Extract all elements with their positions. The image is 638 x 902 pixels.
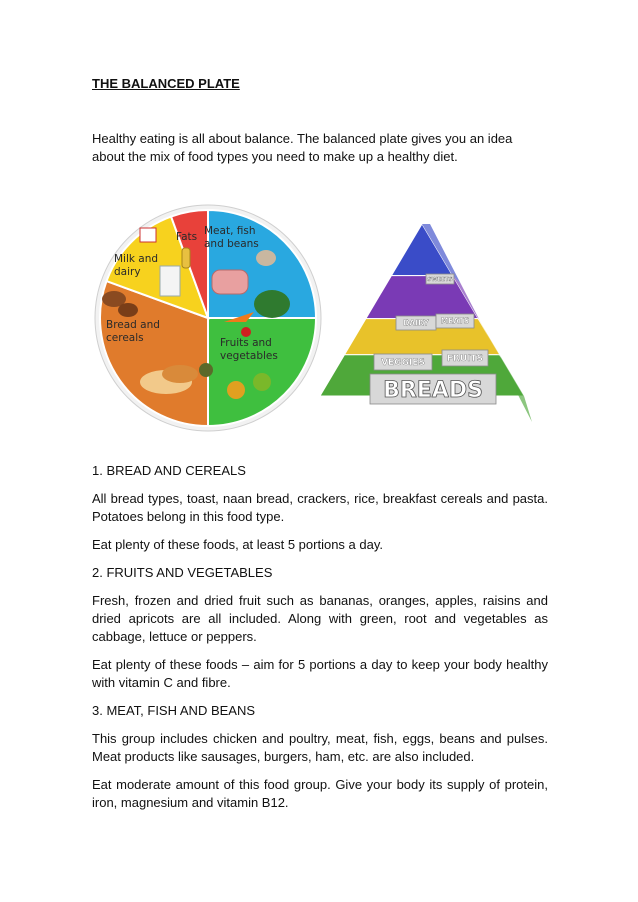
section-paragraph: Eat plenty of these foods – aim for 5 portions a day to keep your body healthy with vitamin C and fibre. — [92, 657, 548, 690]
fish-icon — [256, 250, 276, 266]
food-pyramid-svg — [318, 220, 532, 426]
balanced-plate-illustration — [94, 204, 322, 432]
orange-icon — [227, 381, 245, 399]
cabbage-icon — [254, 290, 290, 318]
pyramid-tier — [366, 276, 478, 319]
meat-icon — [212, 270, 248, 294]
pyramid-tier-label: DAIRY — [403, 318, 429, 328]
milk-carton-icon — [160, 266, 180, 296]
food-group-sections — [92, 462, 548, 822]
plate-segment — [208, 318, 316, 426]
plate-segment-label: Fats — [176, 231, 198, 243]
apple-icon — [253, 373, 271, 391]
plate-segment-label: and beans — [204, 238, 259, 250]
oil-bottle-icon — [182, 248, 190, 268]
section-heading: 2. FRUITS AND VEGETABLES — [92, 565, 273, 580]
section-heading: 1. BREAD AND CEREALS — [92, 463, 246, 478]
pyramid-tier-label: SWEETS — [427, 276, 453, 283]
section-paragraph: Eat moderate amount of this food group. Give your body its supply of protein, iron, magnesium and vitamin B12. — [92, 777, 548, 810]
balanced-plate-svg — [94, 204, 322, 432]
croissant-icon — [162, 365, 198, 383]
plate-segment-label: cereals — [106, 332, 144, 344]
section-paragraph: This group includes chicken and poultry, meat, fish, eggs, beans and pulses. Meat products like sausages, burgers, ham, etc. are also included. — [92, 731, 548, 764]
plate-segment-label: Meat, fish — [204, 225, 256, 237]
plate-segment-label: Bread and — [106, 319, 160, 331]
butter-pack-icon — [140, 228, 156, 242]
pear-icon — [199, 363, 213, 377]
pyramid-tier-label: BREADS — [383, 377, 483, 403]
food-pyramid-illustration — [318, 220, 532, 426]
section-paragraph: All bread types, toast, naan bread, crackers, rice, breakfast cereals and pasta. Potatoes belong in this food type. — [92, 491, 548, 524]
plate-segment-label: Milk and — [114, 253, 159, 265]
pyramid-tier — [391, 224, 452, 276]
section-paragraph: Eat plenty of these foods, at least 5 portions a day. — [92, 537, 383, 552]
plate-segment-label: Fruits and — [220, 337, 272, 349]
section-heading: 3. MEAT, FISH AND BEANS — [92, 703, 256, 718]
bread-roll-icon — [118, 303, 138, 317]
plate-segment-label: dairy — [114, 266, 141, 278]
pyramid-tier-label: FRUITS — [446, 354, 484, 365]
section-paragraph: Fresh, frozen and dried fruit such as bananas, oranges, apples, raisins and dried apricots are all included. Along with green, root and vegetables as cabbage, lettuce or peppers. — [92, 593, 548, 644]
intro-paragraph: Healthy eating is all about balance. The balanced plate gives you an idea about the mix of food types you need to make up a healthy diet. — [92, 131, 513, 164]
document-title: THE BALANCED PLATE — [92, 76, 240, 91]
plate-segment-label: vegetables — [220, 350, 278, 362]
pyramid-tier-label: VEGGIES — [381, 358, 425, 369]
tomato-icon — [241, 327, 251, 337]
pyramid-tier-label: MEATS — [440, 316, 470, 326]
